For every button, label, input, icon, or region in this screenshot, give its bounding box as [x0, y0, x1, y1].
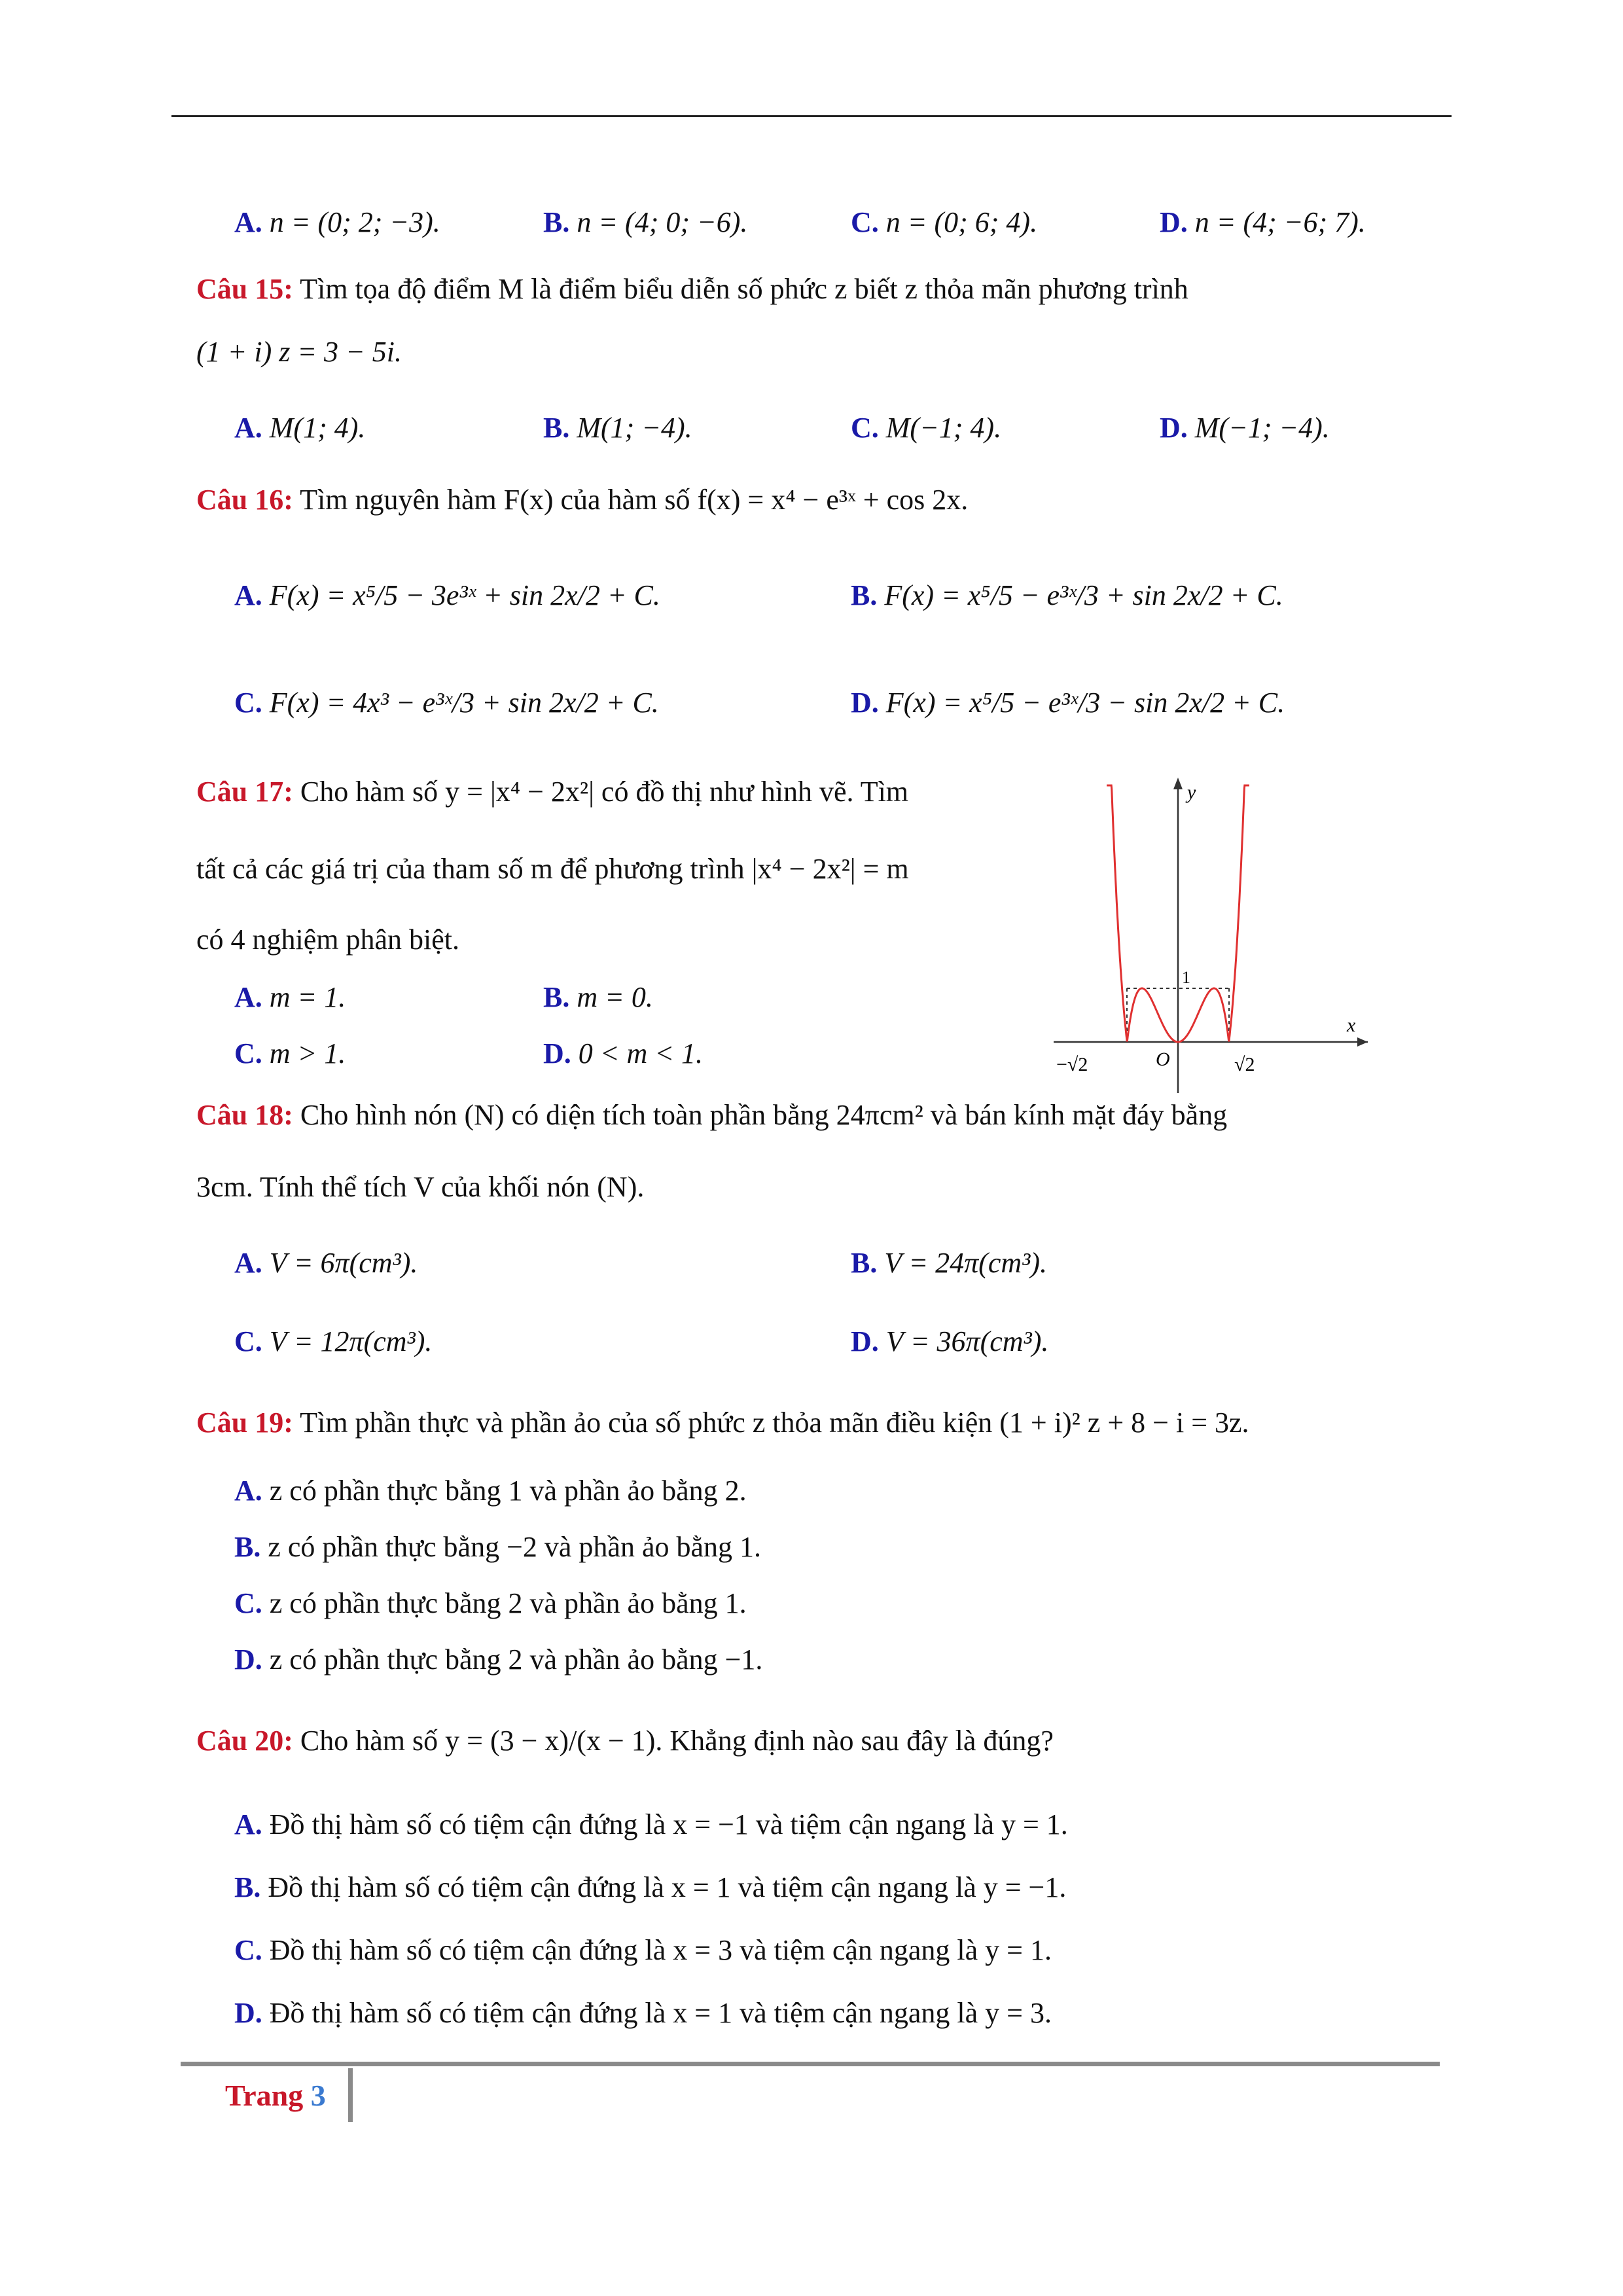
graph-origin-label: O [1156, 1049, 1170, 1070]
q15-option-b: B. M(1; −4). [543, 412, 692, 444]
q20-stem: Câu 20: Cho hàm số y = (3 − x)/(x − 1). Khẳng định nào sau đây là đúng? [196, 1725, 1054, 1757]
q18-option-b: B. V = 24π(cm³). [851, 1247, 1047, 1279]
q15-option-d: D. M(−1; −4). [1160, 412, 1330, 444]
q17-option-b: B. m = 0. [543, 981, 653, 1013]
q19-stem: Câu 19: Tìm phần thực và phần ảo của số phức z thỏa mãn điều kiện (1 + i)² z + 8 − i = 3z. [196, 1407, 1249, 1439]
q15-option-a: A. M(1; 4). [234, 412, 366, 444]
graph-neg-root-label: −√2 [1056, 1054, 1088, 1075]
q15-stem: Câu 15: Tìm tọa độ điểm M là điểm biểu diễn số phức z biết z thỏa mãn phương trình [196, 273, 1188, 305]
graph-y-arrow [1173, 778, 1183, 789]
q14-option-a: A. n = (0; 2; −3). [234, 206, 440, 238]
q17-stem-line1: Câu 17: Cho hàm số y = |x⁴ − 2x²| có đồ thị như hình vẽ. Tìm [196, 776, 909, 808]
graph-y-label: y [1187, 781, 1196, 803]
graph-one-label: 1 [1182, 968, 1190, 987]
q17-option-d: D. 0 < m < 1. [543, 1037, 703, 1069]
page-number: 3 [310, 2079, 326, 2112]
footer-divider [348, 2068, 353, 2122]
q16-option-d: D. F(x) = x⁵/5 − e³ˣ/3 − sin 2x/2 + C. [851, 687, 1285, 719]
q17-option-c: C. m > 1. [234, 1037, 346, 1069]
q20-option-c: C. Đồ thị hàm số có tiệm cận đứng là x = 3 và tiệm cận ngang là y = 1. [234, 1934, 1052, 1966]
q16-option-c: C. F(x) = 4x³ − e³ˣ/3 + sin 2x/2 + C. [234, 687, 659, 719]
q14-option-b: B. n = (4; 0; −6). [543, 206, 748, 238]
q16-option-b: B. F(x) = x⁵/5 − e³ˣ/3 + sin 2x/2 + C. [851, 579, 1283, 611]
q19-option-a: A. z có phần thực bằng 1 và phần ảo bằng 2. [234, 1475, 747, 1507]
footer-rule [181, 2062, 1440, 2066]
page-number-label: Trang 3 [225, 2079, 326, 2112]
q16-option-a: A. F(x) = x⁵/5 − 3e³ˣ + sin 2x/2 + C. [234, 579, 660, 611]
q17-option-a: A. m = 1. [234, 981, 346, 1013]
q18-option-a: A. V = 6π(cm³). [234, 1247, 418, 1279]
q17-stem-line2: tất cả các giá trị của tham số m để phương trình |x⁴ − 2x²| = m [196, 853, 909, 885]
header-rule [171, 115, 1452, 117]
q17-graph [1047, 772, 1374, 1100]
q17-stem-line3: có 4 nghiệm phân biệt. [196, 924, 460, 956]
q18-stem-line1: Câu 18: Cho hình nón (N) có diện tích toàn phần bằng 24πcm² và bán kính mặt đáy bằng [196, 1099, 1228, 1131]
q14-option-c: C. n = (0; 6; 4). [851, 206, 1038, 238]
q19-option-d: D. z có phần thực bằng 2 và phần ảo bằng −1. [234, 1643, 763, 1676]
graph-x-label: x [1347, 1014, 1356, 1036]
q20-option-b: B. Đồ thị hàm số có tiệm cận đứng là x = 1 và tiệm cận ngang là y = −1. [234, 1871, 1067, 1903]
q20-option-a: A. Đồ thị hàm số có tiệm cận đứng là x = −1 và tiệm cận ngang là y = 1. [234, 1808, 1068, 1840]
q20-option-d: D. Đồ thị hàm số có tiệm cận đứng là x = 1 và tiệm cận ngang là y = 3. [234, 1997, 1052, 2029]
q14-option-d: D. n = (4; −6; 7). [1160, 206, 1366, 238]
q15-equation: (1 + i) z = 3 − 5i. [196, 336, 402, 368]
q19-option-b: B. z có phần thực bằng −2 và phần ảo bằng 1. [234, 1531, 762, 1563]
q18-option-c: C. V = 12π(cm³). [234, 1325, 433, 1357]
q19-option-c: C. z có phần thực bằng 2 và phần ảo bằng 1. [234, 1587, 747, 1619]
graph-pos-root-label: √2 [1234, 1054, 1255, 1075]
q18-stem-line2: 3cm. Tính thể tích V của khối nón (N). [196, 1171, 645, 1203]
graph-x-arrow [1357, 1037, 1368, 1047]
q16-stem: Câu 16: Tìm nguyên hàm F(x) của hàm số f(x) = x⁴ − e³ˣ + cos 2x. [196, 484, 969, 516]
q15-option-c: C. M(−1; 4). [851, 412, 1002, 444]
q18-option-d: D. V = 36π(cm³). [851, 1325, 1049, 1357]
